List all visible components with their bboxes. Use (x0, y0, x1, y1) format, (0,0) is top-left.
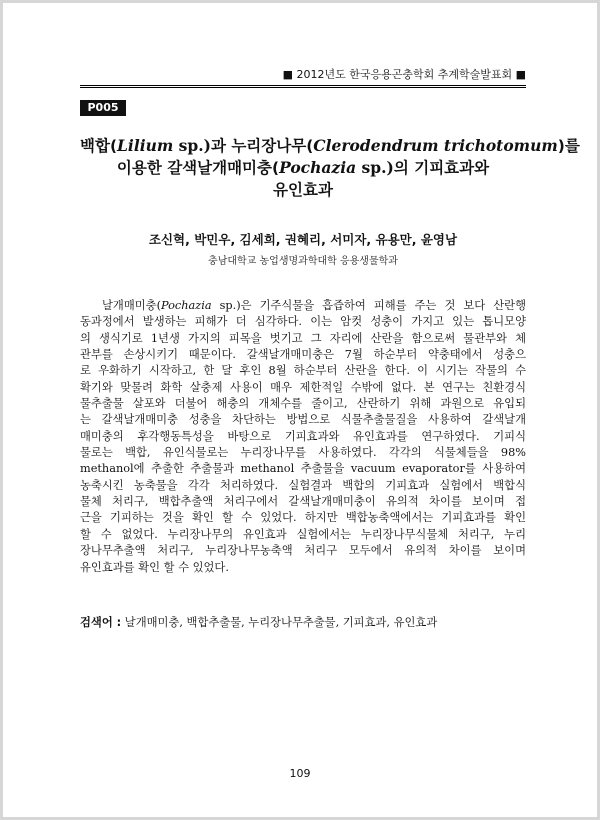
title-l1-e: Clerodendrum trichotomum (313, 136, 558, 155)
abstract-text: methanol에 추출한 추출물과 methanol 추출물을 vacuum evaporator를 사용하여 (80, 462, 526, 476)
abstract-line (80, 363, 526, 379)
abstract-text: 는 갈색날개매미충 성충을 차단하는 방법으로 식물추출물질을 사용하여 갈색날개 (80, 413, 526, 427)
title-line-2 (80, 157, 526, 179)
abstract-line (80, 412, 526, 428)
abstract-line (80, 347, 526, 363)
paper-code-badge: P005 (80, 100, 126, 116)
abstract-line (80, 494, 526, 510)
abstract-text: 확기와 맞물려 화학 살충제 사용이 매우 제한적일 수밖에 없다. 본 연구는 친환경식 (80, 380, 526, 394)
abstract-line (80, 527, 526, 543)
title-l2-b: Pochazia (279, 158, 357, 177)
abstract-text: 매미충의 후각행동특성을 바탕으로 기피효과와 유인효과를 연구하였다. 기피식 (80, 429, 526, 443)
abstract-italic-species: Pochazia (160, 299, 212, 312)
abstract-line (80, 543, 526, 559)
keywords-list: 날개매미충, 백합추출물, 누리장나무추출물, 기피효과, 유인효과 (121, 616, 438, 629)
abstract-line (80, 331, 526, 347)
abstract-text: 농축시킨 농축물을 각각 처리하였다. 실험결과 백합의 기피효과 실험에서 백합식 (80, 478, 526, 492)
abstract-line (80, 314, 526, 330)
title-line-1 (80, 135, 580, 157)
title-line-3: 유인효과 (273, 181, 333, 199)
title-l2-d: 의 기피효과와 (393, 159, 490, 177)
abstract-text: 날개매미충( (102, 299, 161, 312)
abstract-line (80, 510, 526, 526)
abstract-text: 관부를 손상시키기 때문이다. 갈색날개매미충은 7월 하순부터 약충태에서 성충으 (80, 348, 526, 362)
abstract-text: 할 수 없었다. 누리장나무의 유인효과 실험에서는 누리장나무식물체 처리구, 누리 (80, 527, 526, 541)
abstract-line (80, 298, 526, 314)
abstract-line (80, 478, 526, 494)
paper-title (80, 135, 580, 201)
title-l2-a: 이용한 갈색날개매미충( (116, 159, 280, 177)
abstract-line (80, 429, 526, 445)
abstract-text: 유인효과를 확인 할 수 있었다. (80, 560, 229, 574)
abstract-text: 물추출물 살포와 더불어 해충의 개체수를 줄이고, 산란하기 위해 과원으로 유입되 (80, 397, 526, 411)
affiliation: 충남대학교 농업생명과학대학 응용생물학과 (208, 256, 398, 267)
keywords (80, 614, 526, 630)
abstract-text: 의 생식기로 1년생 가지의 피목을 벗기고 그 자리에 산란을 함으로써 물관부와 체 (80, 331, 526, 345)
title-l1-c: sp.) (173, 136, 211, 155)
abstract-body (80, 298, 526, 576)
abstract-text: 로 우화하기 시작하고, 한 달 후인 8월 하순부터 산란을 한다. 이 시기는 작물의 수 (80, 364, 526, 378)
abstract-line (80, 380, 526, 396)
header-rule-bottom (80, 87, 526, 88)
document-page (3, 3, 597, 817)
title-l1-a: 백합( (80, 137, 118, 155)
abstract-text: 근을 기피하는 것을 확인 할 수 있었다. 하지만 백합농축액에서는 기피효과를 확인 (80, 511, 526, 525)
abstract-text: 장나무추출액 처리구, 누리장나무농축액 처리구 모두에서 유의적 차이를 보이며 (80, 544, 526, 558)
keywords-label: 검색어 : (80, 616, 122, 629)
abstract-line (80, 461, 526, 477)
abstract-text: 동과정에서 발생하는 피해가 더 심각하다. 이는 암컷 성충이 가지고 있는 톱니모양 (80, 315, 526, 329)
author-list: 조신혁, 박민우, 김세희, 권혜리, 서미자, 유용만, 윤영남 (148, 232, 458, 247)
abstract-line (80, 396, 526, 412)
page-number: 109 (289, 767, 311, 780)
title-l1-d: 과 누리장나무( (210, 137, 314, 155)
running-header: ■ 2012년도 한국응용곤충학회 추계학술발표회 ■ (282, 68, 526, 81)
abstract-text: sp.)은 기주식물을 흡즙하여 피해를 주는 것 보다 산란행 (211, 299, 526, 312)
abstract-line (80, 445, 526, 461)
abstract-text: 물로는 백합, 유인식물로는 누리장나무를 사용하였다. 각각의 식물체들을 98% (80, 446, 526, 460)
title-l1-f: )를 (557, 137, 580, 155)
abstract-line (80, 560, 526, 576)
header-rule-top (80, 85, 526, 86)
title-l2-c: sp.) (356, 158, 394, 177)
title-l1-b: Lilium (117, 136, 174, 155)
abstract-text: 물체 처리구, 백합추출액 처리구에서 갈색날개매미충이 유의적 차이를 보이며 접 (80, 495, 526, 509)
